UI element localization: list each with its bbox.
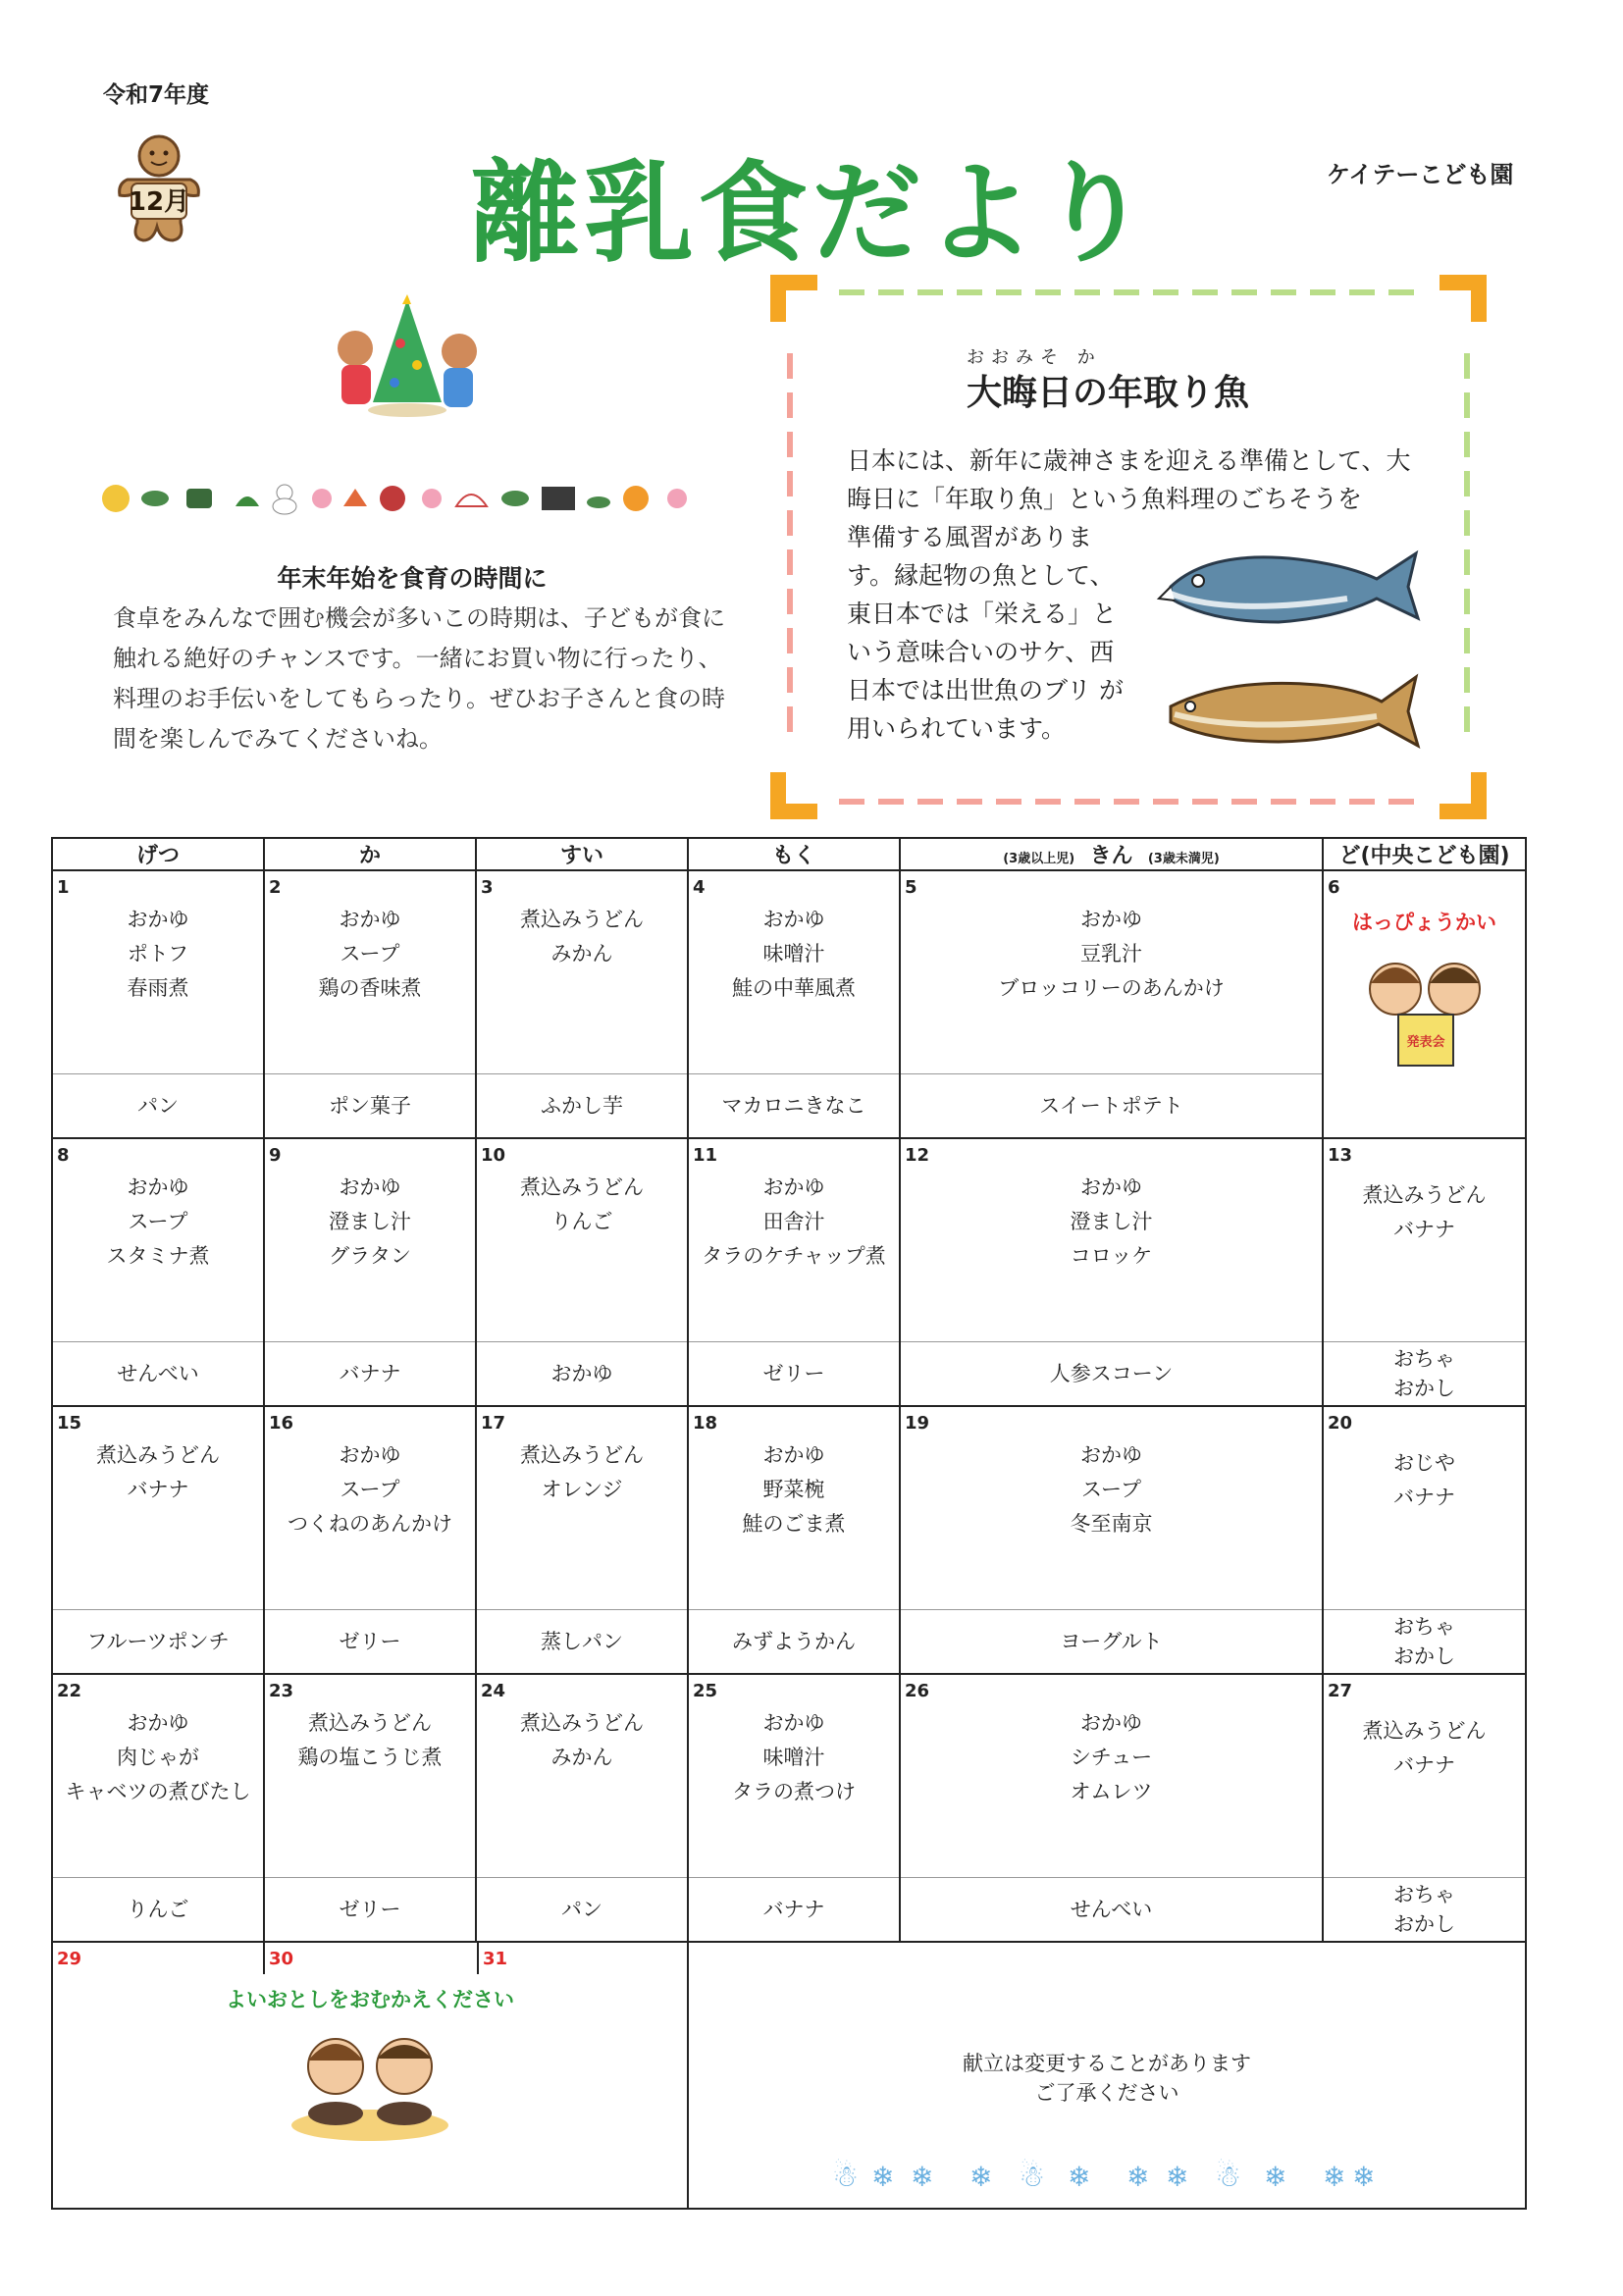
day-number: 25 (693, 1681, 718, 1701)
day-number: 26 (905, 1681, 930, 1701)
snack-cell: ゼリー (688, 1342, 900, 1407)
snack-item: おちゃ (1393, 1347, 1455, 1371)
week-snack-row (52, 1342, 1526, 1407)
day-number: 29 (57, 1949, 82, 1969)
christmas-tree-illustration (334, 294, 481, 422)
day-number: 11 (693, 1145, 718, 1166)
day-number: 30 (263, 1943, 477, 1974)
intro-body: 食卓をみんなで囲む機会が多いこの時期は、子どもが食に触れる絶好のチャンスです。一緒にお買い物に行ったり、料理のお手伝いをしてもらったり。ぜひお子さんと食の時間を楽しんでみてくださいね。 (113, 604, 725, 753)
menu-dish: キャベツの煮びたし (65, 1780, 251, 1803)
header-mon: げつ (52, 838, 264, 870)
day-number: 1 (57, 877, 70, 898)
menu-dish: スープ (340, 1478, 400, 1501)
saturday-cell (1323, 1138, 1526, 1342)
menu-dish: みかん (550, 1746, 613, 1769)
day-number: 19 (905, 1413, 930, 1434)
menu-dish: バナナ (1393, 1218, 1455, 1241)
day-number: 13 (1328, 1145, 1353, 1166)
week-main-row (52, 1674, 1526, 1878)
snack-cell: フルーツポンチ (52, 1610, 264, 1675)
day-cell (52, 1138, 264, 1342)
children-eating-illustration (287, 2027, 453, 2145)
week-snack-row (52, 1610, 1526, 1675)
snack-cell: 人参スコーン (900, 1342, 1323, 1407)
day-cell (264, 870, 476, 1074)
snack-cell: バナナ (264, 1342, 476, 1407)
week-snack-row (52, 1878, 1526, 1943)
header-thu: もく (688, 838, 900, 870)
snack-cell: 蒸しパン (476, 1610, 688, 1675)
menu-dish: タラの煮つけ (732, 1780, 856, 1803)
menu-dish: おかゆ (762, 908, 825, 931)
day-number: 23 (269, 1681, 294, 1701)
menu-dish: おかゆ (127, 1711, 189, 1735)
snack-cell: スイートポテト (900, 1074, 1323, 1139)
recital-sign-text: 発表会 (1405, 1035, 1445, 1050)
day-cell (688, 1674, 900, 1878)
menu-calendar (51, 837, 1527, 2210)
week-snack-row (52, 1074, 1526, 1139)
menu-dish: ブロッコリーのあんかけ (998, 976, 1225, 1000)
new-year-greeting: よいおとしをおむかえください (226, 1988, 514, 2011)
menu-dish: オレンジ (541, 1478, 623, 1501)
header-fri-label: きん (1089, 844, 1133, 868)
feature-box (770, 275, 1487, 819)
header-fri-under3: (3歳未満児) (1147, 852, 1220, 866)
header-fri-over3: (3歳以上児) (1003, 852, 1075, 866)
feature-text-narrow: 準備する風習がありま す。縁起物の魚として、 東日本では「栄える」と いう意味合いのサケ、西 日本では出世魚のブリ が用いられています。 (847, 523, 1124, 743)
menu-dish: おかゆ (1080, 1175, 1142, 1199)
day-number: 12 (905, 1145, 930, 1166)
menu-dish: 澄まし汁 (1070, 1210, 1153, 1233)
menu-dish: コロッケ (1070, 1244, 1153, 1268)
menu-dish: 鮭のごま煮 (742, 1512, 846, 1536)
day-cell (688, 1406, 900, 1610)
saturday-cell (1323, 1406, 1526, 1610)
svg-text:❄: ❄ (1126, 2161, 1150, 2193)
week-main-row (52, 870, 1526, 1074)
day-cell (52, 870, 264, 1074)
menu-dish: つくねのあんかけ (288, 1512, 452, 1536)
menu-dish: 春雨煮 (127, 976, 189, 1000)
menu-dish: 煮込みうどん (96, 1443, 220, 1467)
menu-dish: 煮込みうどん (308, 1711, 432, 1735)
menu-dish: おかゆ (1080, 908, 1142, 931)
svg-text:❄: ❄ (871, 2161, 895, 2193)
day-cell (688, 870, 900, 1074)
menu-dish: 鮭の中華風煮 (732, 976, 856, 1000)
snack-cell: パン (52, 1074, 264, 1139)
menu-dish: みかん (550, 942, 613, 965)
menu-dish: おかゆ (762, 1175, 825, 1199)
day-number: 9 (269, 1145, 282, 1166)
menu-dish: 煮込みうどん (520, 1443, 644, 1467)
day-cell (476, 870, 688, 1074)
school-name: ケイテーこども園 (1327, 161, 1514, 188)
menu-dish: おかゆ (127, 1175, 189, 1199)
snowflake-decoration (832, 2157, 1382, 2196)
day-cell (52, 1406, 264, 1610)
day-number: 10 (481, 1145, 506, 1166)
fish-illustration (1151, 540, 1426, 765)
header-tue: か (264, 838, 476, 870)
menu-dish: バナナ (1393, 1753, 1455, 1777)
menu-dish: 田舎汁 (762, 1210, 825, 1233)
menu-dish: 煮込みうどん (1362, 1183, 1487, 1207)
new-year-ornaments-decoration (98, 479, 711, 518)
day-number: 16 (269, 1413, 294, 1434)
menu-dish: おかゆ (127, 908, 189, 931)
menu-dish: おかゆ (762, 1443, 825, 1467)
day-cell (900, 870, 1323, 1074)
menu-dish: ポトフ (127, 942, 189, 965)
page-title: 離乳食だより (470, 150, 1153, 278)
menu-dish: おかゆ (339, 908, 401, 931)
day-cell (900, 1674, 1323, 1878)
day-number: 15 (57, 1413, 82, 1434)
intro-heading: 年末年始を食育の時間に (277, 564, 548, 593)
header-wed: すい (476, 838, 688, 870)
menu-dish: 澄まし汁 (329, 1210, 411, 1233)
saturday-cell (1323, 870, 1526, 1138)
menu-dish: 鶏の香味煮 (318, 976, 422, 1000)
menu-dish: タラのケチャップ煮 (702, 1244, 886, 1268)
menu-dish: おかゆ (1080, 1443, 1142, 1467)
snack-cell: バナナ (688, 1878, 900, 1943)
menu-dish: おかゆ (1080, 1711, 1142, 1735)
menu-dish: グラタン (329, 1244, 411, 1268)
snack-cell: ふかし芋 (476, 1074, 688, 1139)
notice-line-2: ご了承ください (1034, 2081, 1179, 2105)
menu-dish: 味噌汁 (762, 942, 825, 965)
snack-cell: ヨーグルト (900, 1610, 1323, 1675)
day-number: 31 (477, 1943, 687, 1974)
svg-text:❄: ❄ (1166, 2161, 1189, 2193)
day-number: 22 (57, 1681, 82, 1701)
year-end-cell (52, 1942, 688, 2209)
day-number: 18 (693, 1413, 718, 1434)
weekday-header-row (52, 838, 1526, 870)
menu-dish: 煮込みうどん (1362, 1719, 1487, 1743)
day-number: 4 (693, 877, 706, 898)
menu-dish: 肉じゃが (117, 1746, 199, 1769)
last-week-row (52, 1942, 1526, 2209)
day-number: 3 (481, 877, 494, 898)
snack-item: おかし (1393, 1644, 1455, 1668)
saturday-cell (1323, 1674, 1526, 1878)
day-cell (476, 1674, 688, 1878)
header-sat: ど(中央こども園) (1323, 838, 1526, 870)
svg-text:❄: ❄ (1264, 2161, 1287, 2193)
menu-dish: オムレツ (1070, 1780, 1153, 1803)
snack-item: おちゃ (1393, 1615, 1455, 1639)
week-main-row (52, 1138, 1526, 1342)
day-cell (476, 1138, 688, 1342)
weeks-body (52, 870, 1526, 1942)
day-number: 2 (269, 877, 282, 898)
feature-title-ruby: おおみそ か (967, 347, 1102, 368)
svg-text:❄: ❄ (1068, 2161, 1091, 2193)
menu-dish: 冬至南京 (1070, 1512, 1153, 1536)
snack-item: おかし (1393, 1377, 1455, 1400)
menu-dish: 鶏の塩こうじ煮 (297, 1746, 443, 1769)
month-badge-label: 12月 (128, 187, 190, 217)
menu-dish: おかゆ (762, 1711, 825, 1735)
svg-text:☃: ☃ (1215, 2160, 1241, 2194)
day-cell (900, 1406, 1323, 1610)
menu-dish: バナナ (1393, 1486, 1455, 1509)
saturday-snack-cell (1323, 1878, 1526, 1943)
snack-item: おかし (1393, 1912, 1455, 1936)
svg-text:❄: ❄ (969, 2161, 993, 2193)
menu-dish: シチュー (1070, 1746, 1153, 1769)
day-cell (264, 1674, 476, 1878)
event-label: はっぴょうかい (1352, 911, 1496, 934)
day-cell (476, 1406, 688, 1610)
snack-cell: せんべい (52, 1342, 264, 1407)
day-cell (52, 1674, 264, 1878)
snack-cell: ゼリー (264, 1610, 476, 1675)
snack-item: おちゃ (1393, 1883, 1455, 1906)
snack-cell: マカロニきなこ (688, 1074, 900, 1139)
menu-dish: 煮込みうどん (520, 1711, 644, 1735)
fiscal-year: 令和7年度 (103, 82, 210, 108)
day-number: 27 (1328, 1681, 1353, 1701)
menu-dish: スープ (128, 1210, 188, 1233)
menu-dish: 味噌汁 (762, 1746, 825, 1769)
menu-dish: スタミナ煮 (106, 1244, 210, 1268)
day-number: 20 (1328, 1413, 1353, 1434)
menu-dish: 豆乳汁 (1080, 942, 1142, 965)
day-number: 8 (57, 1145, 70, 1166)
svg-text:❄: ❄ (911, 2161, 934, 2193)
day-number: 5 (905, 877, 917, 898)
snack-cell: りんご (52, 1878, 264, 1943)
saturday-snack-cell (1323, 1342, 1526, 1407)
svg-text:☃: ☃ (1019, 2160, 1045, 2194)
menu-dish: りんご (550, 1210, 613, 1233)
recital-illustration (1361, 950, 1489, 1077)
feature-title: 大晦日の年取り魚 (967, 372, 1250, 413)
day-number: 6 (1328, 877, 1340, 898)
notice-cell (688, 1942, 1526, 2209)
snack-cell: ポン菓子 (264, 1074, 476, 1139)
day-number: 17 (481, 1413, 506, 1434)
day-cell (688, 1138, 900, 1342)
menu-dish: 煮込みうどん (520, 908, 644, 931)
menu-dish: スープ (1081, 1478, 1141, 1501)
day-cell (900, 1138, 1323, 1342)
menu-dish: スープ (340, 942, 400, 965)
menu-dish: バナナ (127, 1478, 189, 1501)
snack-cell: みずようかん (688, 1610, 900, 1675)
feature-text-wide: 日本には、新年に歳神さまを迎える準備として、大晦日に「年取り魚」という魚料理のごちそうを (847, 446, 1411, 513)
day-cell (264, 1138, 476, 1342)
menu-dish: 煮込みうどん (520, 1175, 644, 1199)
week-main-row (52, 1406, 1526, 1610)
header-fri (900, 838, 1323, 870)
saturday-snack-cell (1323, 1610, 1526, 1675)
notice-line-1: 献立は変更することがあります (963, 2052, 1251, 2075)
menu-dish: おじや (1393, 1451, 1455, 1475)
snack-cell: おかゆ (476, 1342, 688, 1407)
svg-text:❄: ❄ (1352, 2161, 1376, 2193)
svg-text:❄: ❄ (1323, 2161, 1346, 2193)
day-number: 24 (481, 1681, 506, 1701)
svg-text:☃: ☃ (832, 2160, 859, 2194)
menu-dish: 野菜椀 (762, 1478, 825, 1501)
snack-cell: パン (476, 1878, 688, 1943)
day-cell (264, 1406, 476, 1610)
menu-dish: おかゆ (339, 1443, 401, 1467)
menu-dish: おかゆ (339, 1175, 401, 1199)
snack-cell: ゼリー (264, 1878, 476, 1943)
snack-cell: せんべい (900, 1878, 1323, 1943)
